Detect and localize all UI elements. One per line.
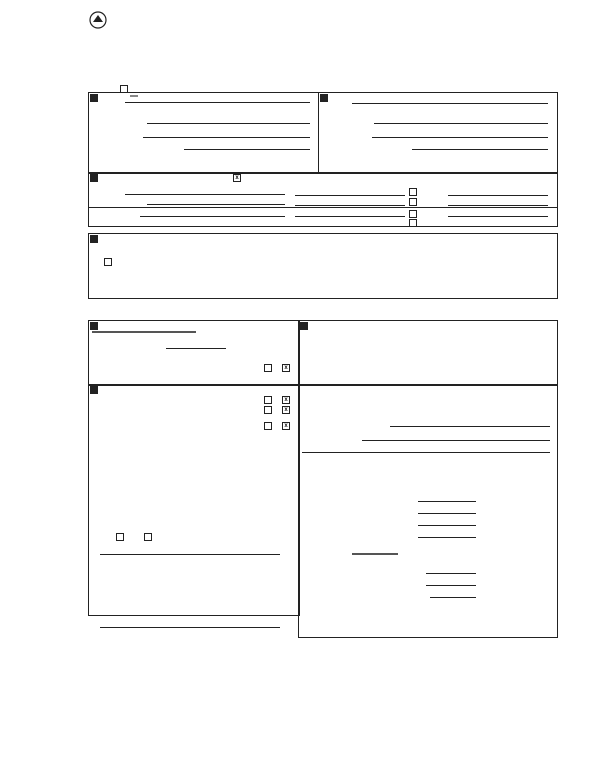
local-rate-field[interactable] [352,553,398,555]
section-7-frame [298,320,558,386]
buyer-side-label [320,104,328,168]
section-5-frame [88,320,300,386]
section-4-number [90,235,98,243]
section-3-number [90,174,98,182]
dor-logo [88,10,168,50]
section-5-number [90,322,98,330]
s6-q1-no[interactable]: x [282,396,290,404]
section-6-frame [88,384,300,616]
s6-q2-no[interactable]: x [282,406,290,414]
section-2-number [320,94,328,102]
section-6-number [90,386,98,394]
parcel-3-personal-checkbox[interactable] [409,210,417,218]
s6-q2-yes[interactable] [264,406,272,414]
section-7-number [300,322,308,330]
parcel-1-personal-checkbox[interactable] [409,188,417,196]
logo-mark-icon [88,10,108,30]
parcel-2-personal-checkbox[interactable] [409,198,417,206]
does-checkbox[interactable] [116,533,124,541]
seller-side-label [90,104,98,168]
s6-q3-no[interactable]: x [282,422,290,430]
same-as-buyer-checkbox[interactable]: x [233,174,241,182]
land-use-select[interactable] [92,331,196,333]
s5-no-checkbox[interactable]: x [282,364,290,372]
s6-q3-yes[interactable] [264,422,272,430]
section-1-number [90,94,98,102]
parcel-4-personal-checkbox[interactable] [409,219,417,227]
does-not-checkbox[interactable] [144,533,152,541]
s5-yes-checkbox[interactable] [264,364,272,372]
section-4-frame [88,233,558,299]
segregated-checkbox[interactable] [104,258,112,266]
seller-name-field[interactable] [130,95,138,97]
s6-q1-yes[interactable] [264,396,272,404]
